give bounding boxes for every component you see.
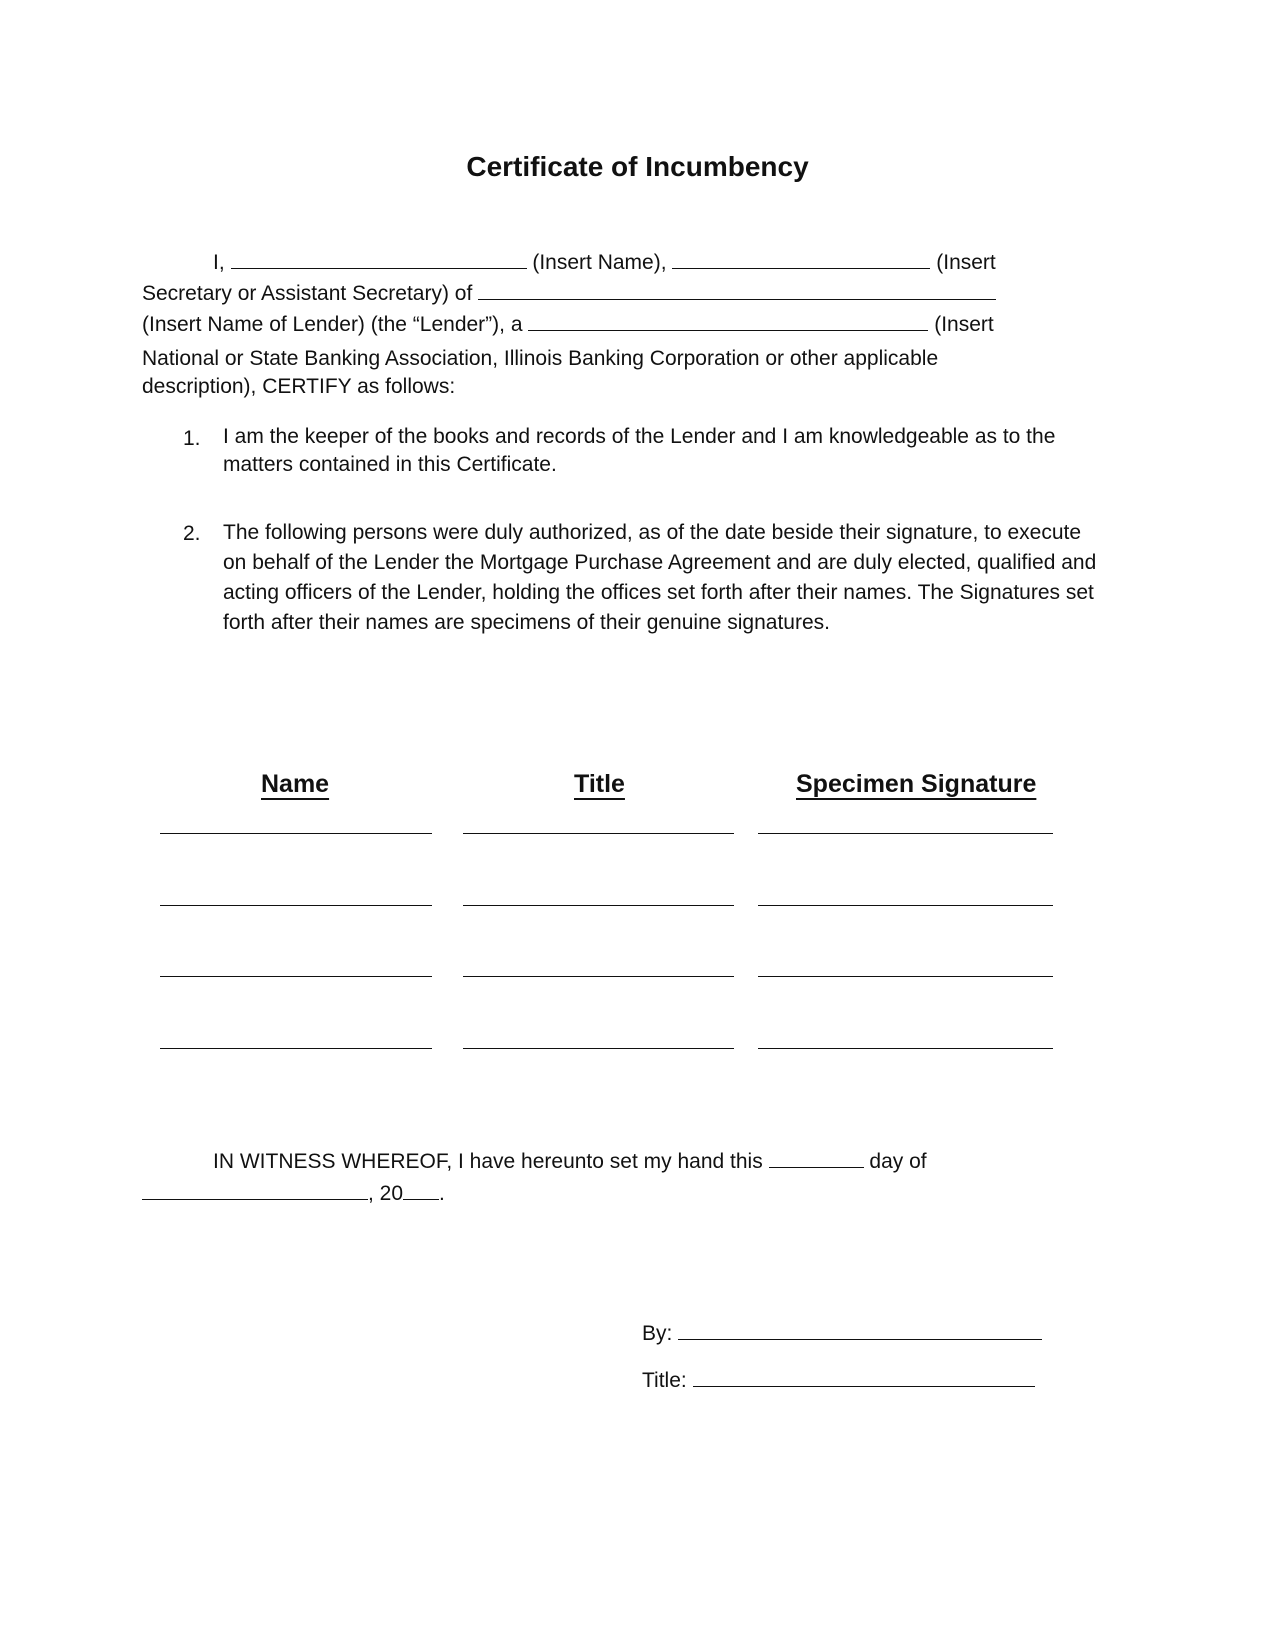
witness-line-1 [213,1147,927,1176]
secretary-blank[interactable] [672,248,930,269]
signature-blank[interactable] [758,1048,1053,1049]
list-item [183,423,1103,479]
title-column-header: Title [574,770,625,798]
month-blank[interactable] [142,1179,368,1200]
intro-line-2 [142,279,996,308]
intro-line-5: description), CERTIFY as follows: [142,375,456,398]
period: . [439,1182,445,1205]
by-blank[interactable] [678,1319,1042,1340]
list-text: The following persons were duly authorized, as of the date beside their signature, to execute on behalf of the Lender the Mortgage Purchase Agreement and are duly elected, qualified and acting officers of the Lender, holding the offices set forth after their names. The Signatures set forth after their names are specimens of their genuine signatures. [223,521,1097,634]
insert-lender-label: (Insert Name of Lender) (the “Lender”), a [142,313,523,336]
title-blank[interactable] [463,905,734,906]
name-blank[interactable] [160,833,432,834]
by-label: By: [642,1322,673,1345]
day-blank[interactable] [769,1147,864,1168]
name-blank[interactable] [231,248,527,269]
lender-name-blank[interactable] [478,279,996,300]
title-blank[interactable] [463,833,734,834]
name-blank[interactable] [160,1048,432,1049]
by-line [642,1319,1042,1348]
signature-blank[interactable] [758,833,1053,834]
title-label: Title: [642,1369,687,1392]
witness-text: IN WITNESS WHEREOF, I have hereunto set my hand this [213,1150,763,1173]
name-blank[interactable] [160,976,432,977]
name-blank[interactable] [160,905,432,906]
list-text: I am the keeper of the books and records of the Lender and I am knowledgeable as to the matters contained in this Certificate. [223,425,1056,476]
list-item [183,518,1103,638]
list-number: 2. [183,522,201,545]
title-line [642,1366,1035,1395]
intro-line-4: National or State Banking Association, Illinois Banking Corporation or other applicable [142,347,939,370]
intro-line-3 [142,310,994,339]
insert-label: (Insert [936,251,996,274]
signature-column-header: Specimen Signature [796,770,1037,798]
title-blank[interactable] [463,1048,734,1049]
year-prefix: , 20 [368,1182,404,1205]
title-blank-signature[interactable] [693,1366,1035,1387]
intro-i-label: I, [213,251,225,274]
association-blank[interactable] [528,310,928,331]
insert-label-2: (Insert [934,313,994,336]
page-title: Certificate of Incumbency [466,151,809,182]
witness-line-2 [142,1179,445,1208]
intro-line-1 [213,248,996,277]
secretary-label: Secretary or Assistant Secretary) of [142,282,473,305]
day-of-label: day of [869,1150,927,1173]
signature-blank[interactable] [758,905,1053,906]
list-number: 1. [183,427,201,450]
title-blank[interactable] [463,976,734,977]
name-column-header: Name [261,770,330,798]
signature-blank[interactable] [758,976,1053,977]
insert-name-label: (Insert Name), [532,251,667,274]
year-blank[interactable] [403,1179,439,1200]
